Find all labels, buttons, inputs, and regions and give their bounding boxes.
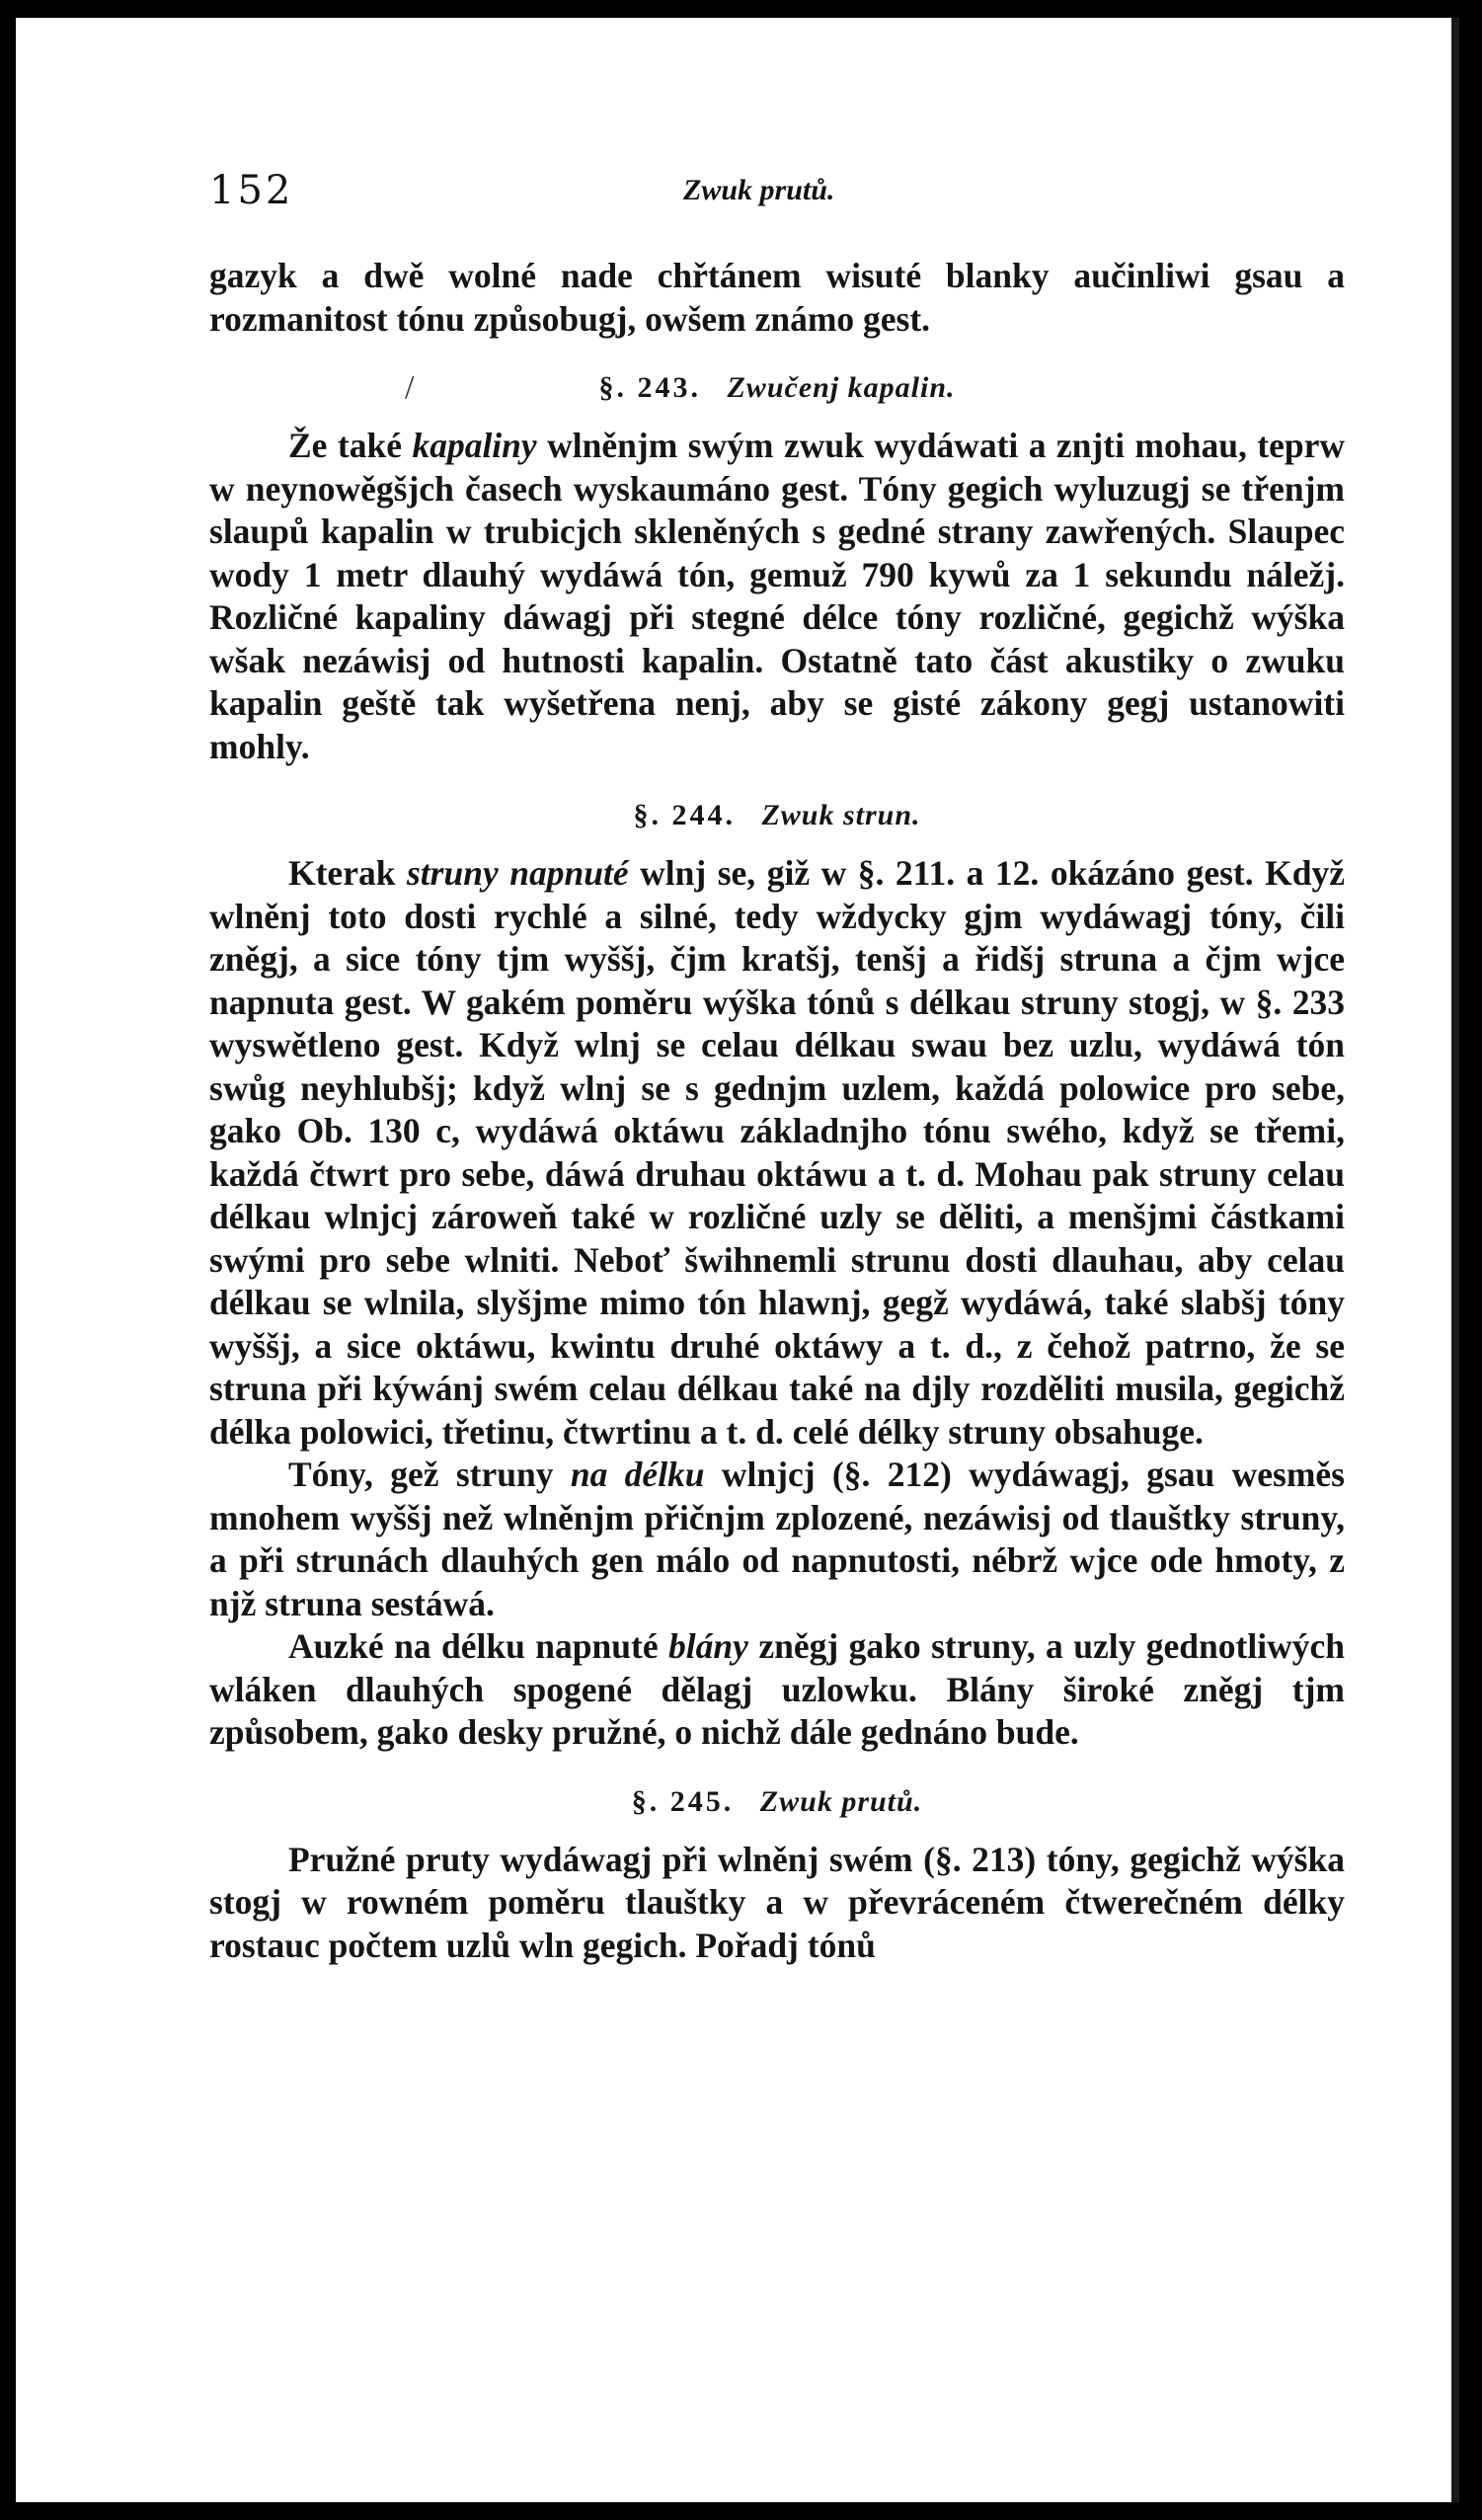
section-245-heading (209, 1780, 1345, 1823)
section-number: §. 244. (633, 799, 736, 831)
book-page (16, 18, 1459, 2502)
section-title: Zwuk strun. (761, 799, 921, 831)
section-244-paragraph-3 (209, 1625, 1345, 1755)
paragraph-lead: Tóny, gež struny (288, 1455, 571, 1494)
emphasized-term: kapaliny (412, 426, 537, 465)
margin-mark: / (405, 369, 416, 406)
page-edge (1451, 18, 1459, 2502)
section-number: §. 245. (631, 1784, 735, 1818)
paragraph-lead: Auzké na délku napnuté (288, 1626, 669, 1666)
emphasized-term: na délku (570, 1455, 705, 1494)
section-243-paragraph (209, 425, 1345, 768)
intro-paragraph: gazyk a dwě wolné nade chřtánem wisuté blanky aučinliwi gsau a rozmanitost tónu způsobugj, owšem známo gest. (209, 256, 1345, 339)
paragraph-text: wlněnjm swým zwuk wydáwati a znjti mohau, teprw w neynowěgšjch časech wyskaumáno gest. Tóny gegich wyluzugj se třenjm slaupů kapalin w trubicjch skleněných s gedné strany zawřených. Slaupec wody 1 metr dlauhý wydáwá tón, gemuž 790 kywů za 1 sekundu náležj. Rozličné kapaliny dáwagj při stegné délce tóny rozličné, gegichž wýška wšak nezáwisj od hutnosti kapalin. Ostatně tato část akustiky o zwuku kapalin geště tak wyšetřena nenj, aby se gisté zákony gegj ustanowiti mohly. (209, 426, 1345, 766)
section-243-heading (209, 366, 1345, 409)
section-244-paragraph-2 (209, 1454, 1345, 1625)
page-number: 152 (209, 168, 294, 213)
emphasized-term: struny napnuté (406, 853, 629, 893)
section-title: Zwuk prutů. (759, 1784, 923, 1818)
paragraph-text: wlnjcj (§. 212) wydáwagj, gsau wesměs mnohem wyššj než wlněnjm přičnjm zplozené, nezáwisj od tlauštky struny, a při strunách dlauhých gen málo od napnutosti, nébrž wjce ode hmoty, z njž struna sestáwá. (209, 1455, 1345, 1623)
section-number: §. 243. (598, 371, 701, 404)
section-245-paragraph: Pružné pruty wydáwagj při wlněnj swém (§. 213) tóny, gegichž wýška stogj w rowném poměru tlauštky a w převráceném čtwerečném délky rostauc počtem uzlů wln gegich. Pořadj tónů (209, 1839, 1345, 1965)
section-244-heading (209, 794, 1345, 836)
paragraph-text: wlnj se, giž w §. 211. a 12. okázáno gest. Když wlněnj toto dosti rychlé a silné, tedy wždycky gjm wydáwagj tóny, čili zněgj, a sice tóny tjm wyššj, čjm kratšj, tenšj a řidšj struna a čjm wjce napnuta gest. W gakém poměru wýška tónů s délkau struny stogj, w §. 233 wyswětleno gest. Když wlnj se celau délkau swau bez uzlu, wydáwá tón swůg neyhlubšj; když wlnj se s gednjm uzlem, každá polowice pro sebe, gako Ob. 130 c, wydáwá oktáwu základnjho tónu swého, když se třemi, každá čtwrt pro sebe, dáwá druhau oktáwu a t. d. Mohau pak struny celau délkau wlnjcj zároweň také w rozličné uzly se děliti, a menšjmi částkami swými pro sebe wlniti. Neboť šwihnemli strunu dosti dlauhau, aby celau délkau se wlnila, slyšjme mimo tón hlawnj, gegž wydáwá, také slabšj tóny wyššj, a sice oktáwu, kwintu druhé oktáwy a t. d., z čehož patrno, že se struna při kýwánj swém celau délkau také na djly rozděliti musila, gegichž délka polowici, třetinu, čtwrtinu a t. d. celé délky struny obsahuge. (209, 853, 1345, 1452)
page-header (209, 168, 1345, 227)
paragraph-lead: Kterak (288, 853, 407, 893)
paragraph-text: zněgj gako struny, a uzly gednotliwých wláken dlauhých spogené dělagj uzlowku. Blány široké zněgj tjm způsobem, gako desky pružné, o nichž dále gednáno bude. (209, 1626, 1345, 1752)
paragraph-lead: Že také (288, 426, 413, 465)
section-title: Zwučenj kapalin. (727, 371, 956, 404)
section-244-paragraph-1 (209, 852, 1345, 1454)
page-body (209, 255, 1345, 1967)
running-title: Zwuk prutů. (683, 174, 835, 206)
emphasized-term: blány (668, 1626, 748, 1666)
